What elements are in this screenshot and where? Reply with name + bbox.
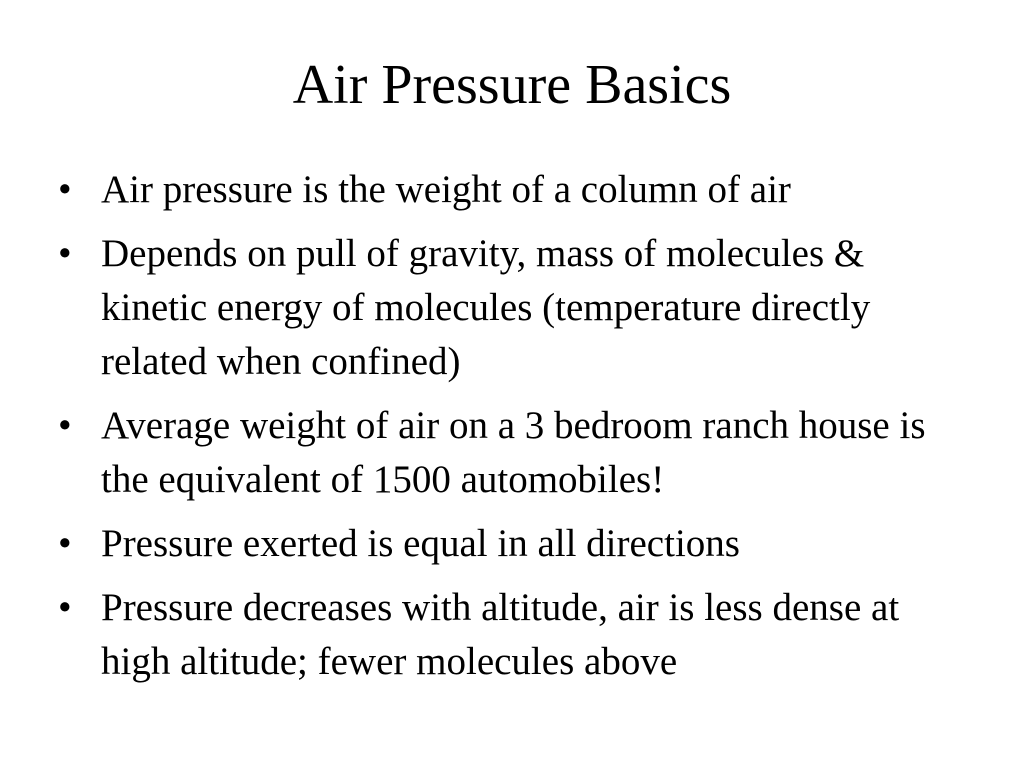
bullet-text: Pressure decreases with altitude, air is less dense at high altitude; fewer molecules above [101,586,900,683]
bullet-item [58,399,978,507]
bullet-item [58,517,978,571]
bullet-item [58,581,978,689]
bullet-text: Air pressure is the weight of a column of air [101,168,791,211]
bullet-item [58,163,978,217]
bullet-marker: • [58,404,72,447]
bullet-marker: • [58,168,72,211]
bullet-marker: • [58,522,72,565]
slide-title: Air Pressure Basics [292,54,732,116]
bullet-list [58,163,978,699]
bullet-marker: • [58,232,72,275]
bullet-text: Average weight of air on a 3 bedroom ranch house is the equivalent of 1500 automobiles! [101,404,926,501]
bullet-text: Depends on pull of gravity, mass of molecules & kinetic energy of molecules (temperature directly related when confined) [101,232,871,383]
bullet-text: Pressure exerted is equal in all directions [101,522,740,565]
bullet-item [58,227,978,389]
bullet-marker: • [58,586,72,629]
